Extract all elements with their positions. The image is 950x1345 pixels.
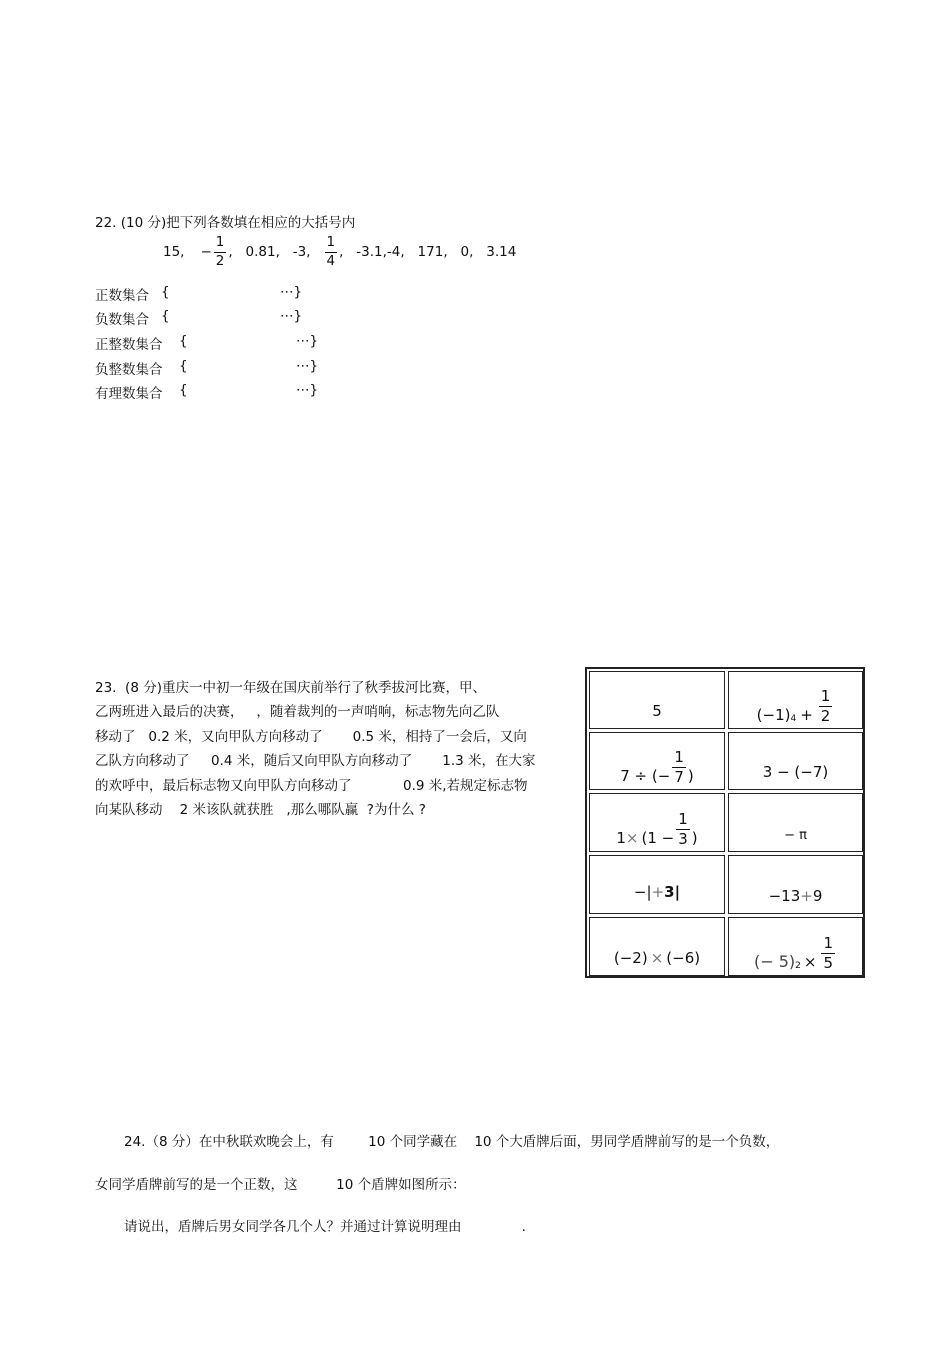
cell-text-a: 7 ÷ (−: [620, 767, 671, 785]
frac-denominator: 4: [326, 252, 336, 269]
plus-sign: +: [800, 887, 813, 905]
set-row-positive-integer: [95, 333, 319, 353]
cell-text-b: (1 −: [641, 829, 675, 847]
set-label: 有理数集合: [95, 386, 163, 402]
table-cell-product: [589, 917, 725, 976]
cell-base: (− 5): [753, 952, 796, 971]
set-label: 负整数集合: [95, 362, 163, 378]
set-close-brace: ⋯}: [280, 308, 303, 324]
frac-denominator: 2: [820, 707, 831, 725]
set-row-negative-integer: [95, 358, 319, 378]
table-cell-power-plus-half: [728, 671, 863, 729]
times-sign: ×: [803, 953, 817, 971]
q23-line: 23. (8 分)重庆一中初一年级在国庆前举行了秋季拔河比赛，甲、: [95, 680, 486, 696]
set-open-brace: {: [161, 308, 170, 324]
set-open-brace: {: [179, 382, 188, 398]
set-label: 负数集合: [95, 312, 149, 328]
table-cell-subtraction: [728, 732, 863, 790]
q22-title: 22. (10 分)把下列各数填在相应的大括号内: [95, 215, 356, 231]
table-cell-neg-abs: [589, 855, 725, 914]
q24-line3: 请说出，盾牌后男女同学各几个人？并通过计算说明理由 .: [124, 1219, 526, 1235]
plus-sign: +: [651, 883, 665, 901]
cell-text: 3 − (−7): [762, 763, 829, 781]
q23-line: 乙两班进入最后的决赛， ，随着裁判的一声哨响，标志物先向乙队: [95, 704, 500, 720]
q24-line1: 24.（8 分）在中秋联欢晚会上，有 10 个同学藏在 10 个大盾牌后面，男同学盾牌前写的是一个负数，: [124, 1134, 780, 1150]
table-cell-product-third: [589, 793, 725, 852]
set-close-brace: ⋯}: [296, 358, 319, 374]
table-cell-square-fifth: [728, 917, 863, 976]
table-cell-division: [589, 732, 725, 790]
times-sign: ×: [650, 949, 664, 967]
frac-denominator: 7: [674, 768, 684, 786]
table-cell-5: [589, 671, 725, 729]
q22-fraction-quarter: [325, 236, 338, 268]
set-close-brace: ⋯}: [296, 382, 319, 398]
cell-fraction: [672, 750, 686, 785]
set-close-brace: ⋯}: [296, 333, 319, 349]
cell-text-b: 9: [812, 887, 823, 905]
cell-exponent: 4: [790, 714, 797, 724]
cell-base: (−1): [756, 706, 791, 724]
abs-bar: |: [646, 883, 652, 901]
q22-minus: −: [200, 244, 212, 260]
q24-line2: 女同学盾牌前写的是一个正数，这 10 个盾牌如图所示：: [95, 1177, 466, 1193]
cell-text-c: 3|: [664, 883, 681, 901]
set-open-brace: {: [161, 284, 170, 300]
cell-fraction: [676, 812, 690, 847]
cell-fraction: [821, 936, 835, 971]
cell-text-a: −: [633, 883, 647, 901]
frac-denominator: 5: [823, 954, 833, 972]
cell-text-b: ): [687, 767, 694, 785]
frac-numerator: 1: [674, 748, 684, 766]
table-cell-neg-pi: [728, 793, 863, 852]
cell-text-a: −13: [768, 887, 801, 905]
times-sign: ×: [625, 829, 639, 847]
cell-text-b: (−6): [666, 949, 701, 967]
q22-num-15: 15,: [163, 244, 185, 260]
table-cell-sum: [728, 855, 863, 914]
q22-fraction-half: [214, 236, 227, 268]
frac-numerator: 1: [823, 934, 833, 952]
q23-line: 向某队移动 2 米该队就获胜 ,那么哪队赢 ?为什么 ?: [95, 802, 426, 818]
q23-line: 的欢呼中，最后标志物又向甲队方向移动了 0.9 米,若规定标志物: [95, 778, 528, 794]
cell-text: 5: [652, 702, 662, 720]
cell-text: − π: [784, 828, 807, 843]
set-open-brace: {: [179, 358, 188, 374]
set-row-rational: [95, 382, 319, 402]
set-row-negative: [95, 308, 303, 328]
set-open-brace: {: [179, 333, 188, 349]
plus-sign: +: [800, 706, 813, 724]
set-close-brace: ⋯}: [280, 284, 303, 300]
cell-text-a: (−2): [613, 949, 648, 967]
q22-nums-middle: , 0.81, -3,: [228, 244, 311, 260]
frac-denominator: 3: [678, 830, 688, 848]
frac-numerator: 1: [325, 236, 338, 253]
q22-number-list: [163, 236, 516, 268]
set-row-positive: [95, 284, 303, 304]
frac-numerator: 1: [678, 810, 688, 828]
cell-fraction: [819, 689, 833, 724]
q23-line: 移动了 0.2 米，又向甲队方向移动了 0.5 米，相持了一会后，又向: [95, 729, 527, 745]
frac-numerator: 1: [820, 687, 831, 705]
expression-table: [585, 667, 865, 978]
cell-text-c: ): [691, 829, 698, 847]
cell-text-a: 1: [616, 829, 626, 847]
q23-line: 乙队方向移动了 0.4 米，随后又向甲队方向移动了 1.3 米，在大家: [95, 753, 536, 769]
frac-denominator: 2: [215, 252, 225, 269]
q22-nums-end: , -3.1,-4, 171, 0, 3.14: [339, 244, 517, 260]
set-label: 正数集合: [95, 288, 149, 304]
cell-exponent: 2: [795, 961, 801, 971]
set-label: 正整数集合: [95, 337, 163, 353]
frac-numerator: 1: [214, 236, 227, 253]
